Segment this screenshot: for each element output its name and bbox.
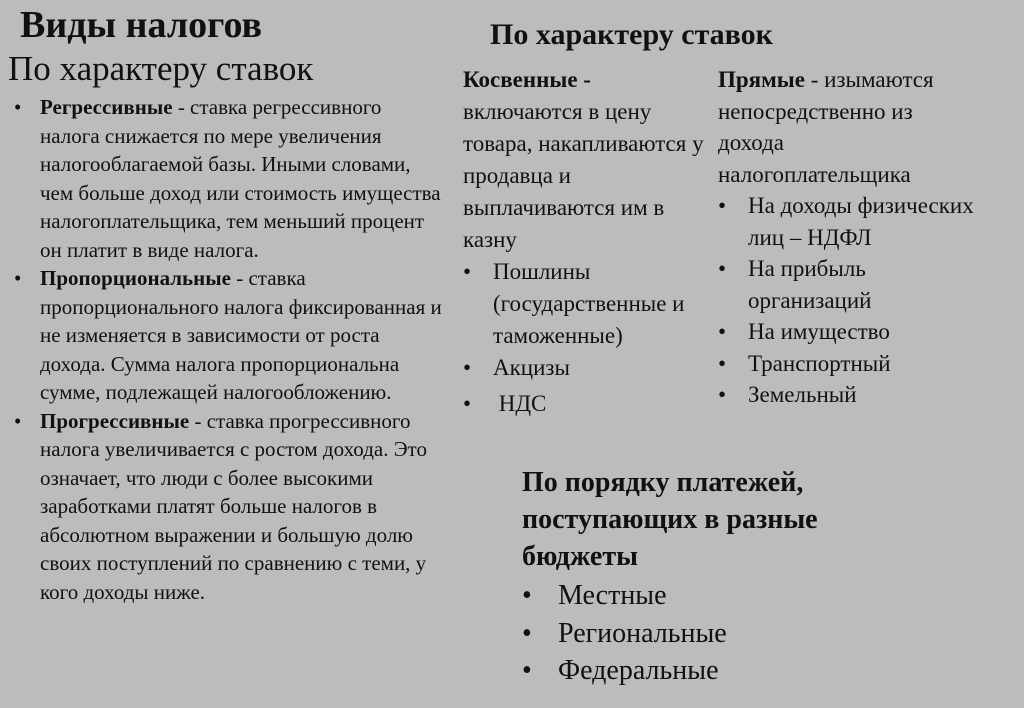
list-item xyxy=(463,256,713,352)
list-item-proportional xyxy=(14,264,444,407)
list-item-text: Федеральные xyxy=(558,655,719,686)
list-item-text: НДС xyxy=(493,391,547,416)
bullet: • xyxy=(718,350,727,376)
budget-list xyxy=(522,577,727,690)
bullet: • xyxy=(14,95,22,119)
direct-taxes-column xyxy=(718,64,978,411)
bullet: • xyxy=(718,319,727,344)
direct-description xyxy=(718,64,978,190)
list-item xyxy=(718,253,978,316)
bullet: • xyxy=(14,408,22,433)
list-item xyxy=(718,316,978,348)
bullet: • xyxy=(718,256,727,281)
list-item xyxy=(718,190,978,253)
list-item xyxy=(718,379,978,411)
list-item-text: На доходы физических лиц – НДФЛ xyxy=(748,193,974,250)
term-proportional: Пропорциональные xyxy=(40,266,231,290)
term-progressive: Прогрессивные xyxy=(40,408,190,433)
list-item xyxy=(522,652,727,690)
bullet: • xyxy=(522,617,532,649)
definition: - ставка прогрессивного налога увеличивается с ростом дохода. Это означает, что люди с более высокими заработками платят больше налогов в абсолютном выражении и большую долю своих поступлений по сравнению с теми, у кого доходы ниже. xyxy=(40,408,427,604)
definition: - ставка пропорционального налога фиксированная и не изменяется в зависимости от роста дохода. Сумма налога пропорциональна сумме, подлежащей налогообложению. xyxy=(40,266,442,404)
list-item-text: На имущество xyxy=(748,319,890,344)
list-item-text: Акцизы xyxy=(493,355,570,380)
list-item-text: Пошлины (государственные и таможенные) xyxy=(493,259,685,348)
term-indirect: Косвенные - xyxy=(463,67,591,92)
rate-types-list xyxy=(14,93,444,606)
list-item xyxy=(463,352,713,384)
list-item-text: Региональные xyxy=(558,617,727,649)
list-item-text: Земельный xyxy=(748,382,857,407)
bullet: • xyxy=(463,391,472,416)
list-item-text: На прибыль организаций xyxy=(748,256,872,313)
bullet: • xyxy=(718,382,727,407)
right-heading: По характеру ставок xyxy=(490,18,773,51)
section-subtitle: По характеру ставок xyxy=(8,49,314,88)
indirect-text: включаются в цену товара, накапливаются у продавца и выплачиваются им в казну xyxy=(463,99,704,252)
term-direct: Прямые xyxy=(718,67,805,92)
list-item xyxy=(718,348,978,380)
list-item-regressive xyxy=(14,93,444,264)
direct-text: - изымаются непосредственно из дохода налогоплательщика xyxy=(718,67,934,187)
list-item xyxy=(522,615,727,653)
indirect-taxes-column xyxy=(463,64,713,420)
bullet: • xyxy=(718,193,727,218)
bullet: • xyxy=(463,355,472,380)
bullet: • xyxy=(463,259,472,284)
page-title: Виды налогов xyxy=(20,4,263,46)
list-item-text: Местные xyxy=(558,580,667,611)
definition: - ставка регрессивного налога снижается по мере увеличения налогооблагаемой базы. Иными словами, чем больше доход или стоимость имущества налогоплательщика, тем меньший процент он платит в виде налога. xyxy=(40,95,441,262)
list-item xyxy=(522,577,727,615)
budget-heading: По порядку платежей, поступающих в разные бюджеты xyxy=(522,467,818,572)
bullet: • xyxy=(14,266,22,290)
list-item xyxy=(463,388,713,420)
list-item-text: Транспортный xyxy=(748,350,891,376)
term-regressive: Регрессивные xyxy=(40,95,173,119)
bullet: • xyxy=(522,655,532,686)
bullet: • xyxy=(522,580,532,611)
indirect-description xyxy=(463,64,713,256)
list-item-progressive xyxy=(14,407,444,607)
